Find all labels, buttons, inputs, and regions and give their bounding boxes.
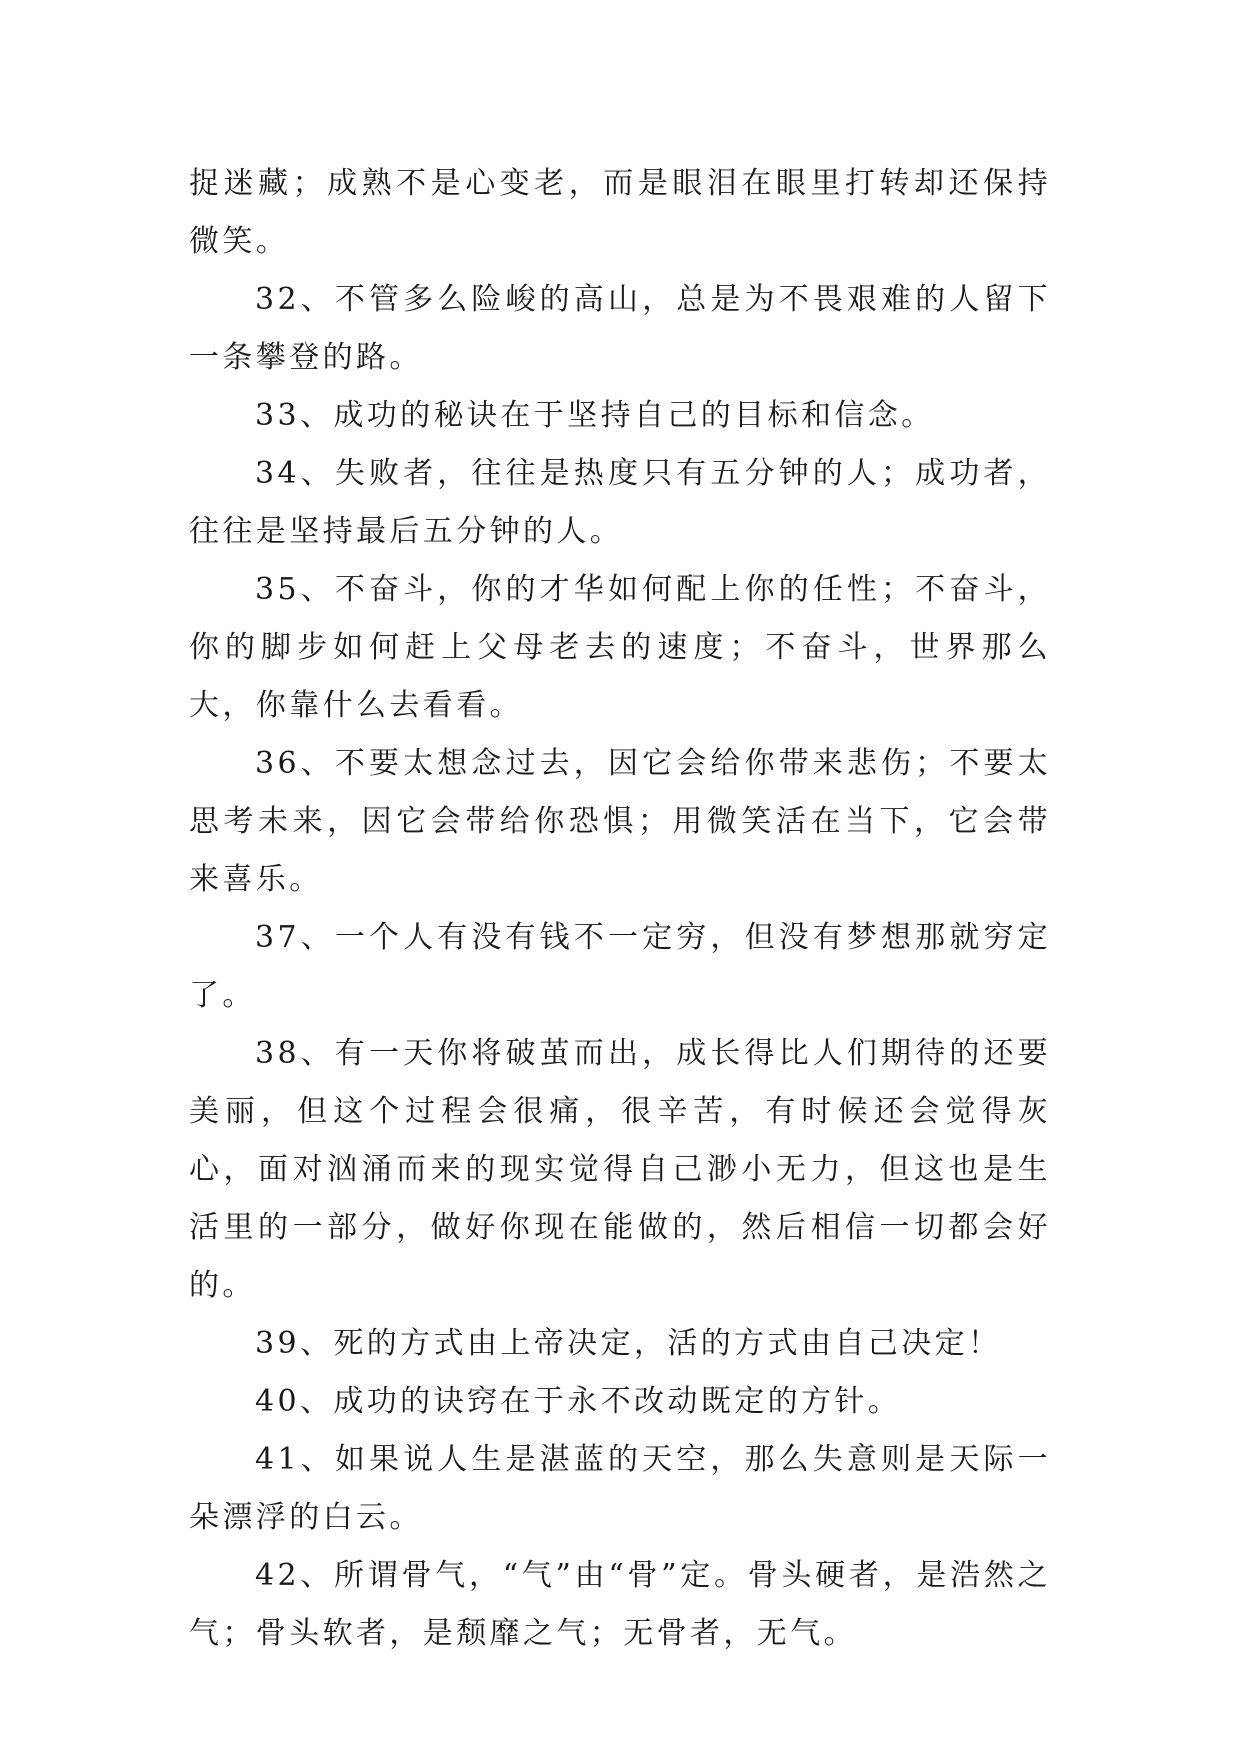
paragraph-40: 40、成功的诀窍在于永不改动既定的方针。	[255, 1384, 902, 1419]
paragraph-33: 33、成功的秘诀在于坚持自己的目标和信念。	[255, 398, 935, 433]
paragraph-38: 38、有一天你将破茧而出，成长得比人们期待的还要美丽，但这个过程会很痛，很辛苦，有时候还会觉得灰心，面对汹涌而来的现实觉得自己渺小无力，但这也是生活里的一部分，做好你现在能做的，然后相信一切都会好的。	[189, 1036, 1051, 1303]
document-body	[189, 155, 1051, 1663]
paragraph-35: 35、不奋斗，你的才华如何配上你的任性；不奋斗，你的脚步如何赶上父母老去的速度；不奋斗，世界那么大，你靠什么去看看。	[189, 572, 1051, 723]
paragraph-41: 41、如果说人生是湛蓝的天空，那么失意则是天际一朵漂浮的白云。	[189, 1442, 1051, 1535]
paragraph-42: 42、所谓骨气，“气”由“骨”定。骨头硬者，是浩然之气；骨头软者，是颓靡之气；无骨者，无气。	[189, 1558, 1051, 1651]
paragraph-36: 36、不要太想念过去，因它会给你带来悲伤；不要太思考未来，因它会带给你恐惧；用微笑活在当下，它会带来喜乐。	[189, 746, 1051, 897]
paragraph-32: 32、不管多么险峻的高山，总是为不畏艰难的人留下一条攀登的路。	[189, 282, 1051, 375]
paragraph-37: 37、一个人有没有钱不一定穷，但没有梦想那就穷定了。	[189, 920, 1051, 1013]
paragraph-34: 34、失败者，往往是热度只有五分钟的人；成功者，往往是坚持最后五分钟的人。	[189, 456, 1051, 549]
paragraph-39: 39、死的方式由上帝决定，活的方式由自己决定！	[255, 1326, 1002, 1361]
paragraph-31-continuation: 捉迷藏；成熟不是心变老，而是眼泪在眼里打转却还保持微笑。	[189, 166, 1051, 259]
